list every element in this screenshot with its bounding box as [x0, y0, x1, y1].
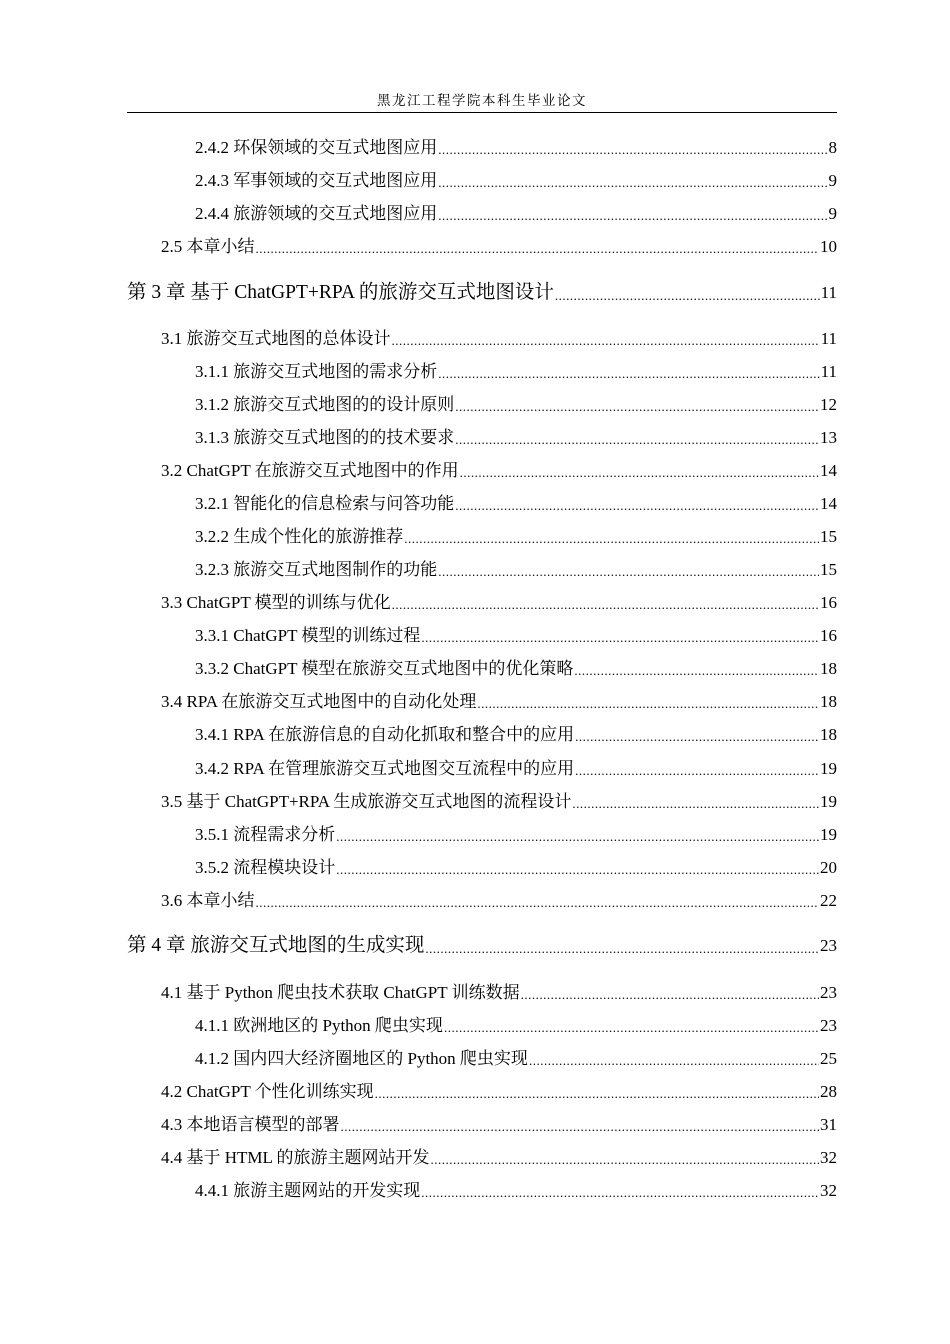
toc-leader-dots	[528, 1052, 819, 1070]
toc-entry[interactable]	[0, 857, 837, 879]
toc-entry[interactable]	[0, 691, 837, 713]
toc-page-number: 10	[820, 237, 837, 256]
toc-entry-title: 第 3 章 基于 ChatGPT+RPA 的旅游交互式地图设计	[127, 282, 554, 303]
toc-entry[interactable]	[0, 361, 837, 383]
toc-leader-dots	[459, 464, 819, 482]
toc-page-number: 20	[820, 858, 837, 877]
toc-entry-title: 3.4 RPA 在旅游交互式地图中的自动化处理	[161, 692, 477, 711]
toc-leader-dots	[437, 174, 827, 192]
toc-entry[interactable]	[0, 460, 837, 482]
toc-entry-title: 3.2 ChatGPT 在旅游交互式地图中的作用	[161, 461, 459, 480]
toc-entry-title: 4.3 本地语言模型的部署	[161, 1115, 340, 1134]
toc-leader-dots	[520, 986, 819, 1004]
toc-page-number: 14	[820, 494, 837, 513]
toc-page-number: 16	[820, 626, 837, 645]
toc-entry-title: 2.4.4 旅游领域的交互式地图应用	[195, 204, 438, 223]
toc-entry-title: 3.5.2 流程模块设计	[195, 858, 336, 877]
toc-page-number: 11	[820, 329, 837, 348]
toc-entry-title: 3.6 本章小结	[161, 891, 255, 910]
toc-entry[interactable]	[0, 658, 837, 680]
toc-page-number: 31	[820, 1115, 837, 1134]
toc-leader-dots	[454, 431, 819, 449]
toc-entry-title: 3.3.1 ChatGPT 模型的训练过程	[195, 626, 421, 645]
toc-leader-dots	[571, 795, 819, 813]
toc-page-number: 15	[820, 560, 837, 579]
toc-entry-title: 4.1 基于 Python 爬虫技术获取 ChatGPT 训练数据	[161, 983, 520, 1002]
toc-entry[interactable]	[0, 1147, 837, 1169]
toc-leader-dots	[554, 286, 820, 306]
toc-leader-dots	[403, 530, 819, 548]
toc-leader-dots	[335, 828, 819, 846]
toc-entry[interactable]	[0, 592, 837, 614]
toc-entry[interactable]	[0, 559, 837, 581]
toc-entry[interactable]	[0, 203, 837, 225]
toc-entry[interactable]	[0, 1114, 837, 1136]
toc-page-number: 14	[820, 461, 837, 480]
toc-page-number: 16	[820, 593, 837, 612]
toc-entry-title: 3.1 旅游交互式地图的总体设计	[161, 329, 391, 348]
toc-entry[interactable]	[0, 625, 837, 647]
toc-entry-title: 3.1.1 旅游交互式地图的需求分析	[195, 362, 438, 381]
toc-page-number: 9	[828, 171, 837, 190]
toc-page-number: 15	[820, 527, 837, 546]
toc-page-number: 23	[820, 983, 837, 1002]
toc-entry[interactable]	[0, 394, 837, 416]
toc-leader-dots	[424, 939, 819, 959]
toc-entry-title: 3.1.2 旅游交互式地图的的设计原则	[195, 395, 455, 414]
toc-entry-title: 4.4.1 旅游主题网站的开发实现	[195, 1181, 421, 1200]
toc-page-number: 18	[820, 692, 837, 711]
toc-leader-dots	[437, 207, 827, 225]
toc-leader-dots	[391, 596, 819, 614]
toc-page-number: 13	[820, 428, 837, 447]
toc-entry-title: 4.1.2 国内四大经济圈地区的 Python 爬虫实现	[195, 1049, 528, 1068]
toc-entry-title: 2.4.2 环保领域的交互式地图应用	[195, 138, 438, 157]
toc-page-number: 32	[820, 1148, 837, 1167]
toc-leader-dots	[437, 141, 827, 159]
toc-leader-dots	[573, 662, 819, 680]
toc-entry[interactable]	[0, 236, 837, 258]
toc-entry[interactable]	[0, 1180, 837, 1202]
toc-page-number: 22	[820, 891, 837, 910]
toc-page-number: 19	[820, 825, 837, 844]
toc-chapter-entry[interactable]	[0, 933, 837, 959]
toc-leader-dots	[443, 1019, 819, 1037]
toc-leader-dots	[430, 1151, 819, 1169]
running-header: 黑龙江工程学院本科生毕业论文	[377, 93, 587, 109]
toc-entry[interactable]	[0, 724, 837, 746]
toc-page-number: 23	[820, 936, 837, 955]
toc-entry-title: 3.2.3 旅游交互式地图制作的功能	[195, 560, 438, 579]
toc-leader-dots	[340, 1118, 820, 1136]
toc-entry-title: 3.4.2 RPA 在管理旅游交互式地图交互流程中的应用	[195, 759, 575, 778]
toc-entry-title: 4.4 基于 HTML 的旅游主题网站开发	[161, 1148, 430, 1167]
toc-page-number: 12	[820, 395, 837, 414]
toc-entry[interactable]	[0, 170, 837, 192]
toc-entry[interactable]	[0, 1048, 837, 1070]
toc-page-number: 32	[820, 1181, 837, 1200]
toc-leader-dots	[391, 332, 820, 350]
toc-page-number: 25	[820, 1049, 837, 1068]
toc-entry[interactable]	[0, 493, 837, 515]
toc-leader-dots	[454, 497, 819, 515]
toc-leader-dots	[574, 728, 819, 746]
toc-entry[interactable]	[0, 824, 837, 846]
toc-entry[interactable]	[0, 1015, 837, 1037]
toc-page-number: 11	[820, 362, 837, 381]
toc-entry-title: 3.4.1 RPA 在旅游信息的自动化抓取和整合中的应用	[195, 725, 575, 744]
toc-entry[interactable]	[0, 982, 837, 1004]
toc-entry[interactable]	[0, 758, 837, 780]
toc-page-number: 8	[828, 138, 837, 157]
toc-entry[interactable]	[0, 427, 837, 449]
toc-leader-dots	[454, 398, 819, 416]
toc-entry-title: 2.5 本章小结	[161, 237, 255, 256]
toc-page-number: 19	[820, 759, 837, 778]
toc-entry-title: 4.1.1 欧洲地区的 Python 爬虫实现	[195, 1016, 443, 1035]
toc-page-number: 28	[820, 1082, 837, 1101]
toc-leader-dots	[335, 861, 819, 879]
toc-leader-dots	[437, 365, 819, 383]
toc-leader-dots	[574, 762, 819, 780]
toc-entry[interactable]	[0, 137, 837, 159]
toc-entry[interactable]	[0, 1081, 837, 1103]
toc-entry-title: 3.3 ChatGPT 模型的训练与优化	[161, 593, 391, 612]
toc-page-number: 18	[820, 659, 837, 678]
toc-leader-dots	[420, 1184, 819, 1202]
toc-page-number: 23	[820, 1016, 837, 1035]
toc-page-number: 18	[820, 725, 837, 744]
toc-entry-title: 3.5.1 流程需求分析	[195, 825, 336, 844]
toc-page-number: 19	[820, 792, 837, 811]
toc-entry[interactable]	[0, 791, 837, 813]
toc-leader-dots	[476, 695, 819, 713]
toc-entry-title: 3.5 基于 ChatGPT+RPA 生成旅游交互式地图的流程设计	[161, 792, 572, 811]
toc-chapter-entry[interactable]	[0, 280, 837, 306]
toc-entry-title: 3.2.2 生成个性化的旅游推荐	[195, 527, 404, 546]
toc-entry-title: 第 4 章 旅游交互式地图的生成实现	[127, 935, 425, 956]
toc-leader-dots	[255, 894, 820, 912]
toc-entry-title: 3.1.3 旅游交互式地图的的技术要求	[195, 428, 455, 447]
toc-leader-dots	[437, 563, 819, 581]
toc-entry-title: 3.2.1 智能化的信息检索与问答功能	[195, 494, 455, 513]
toc-entry-title: 2.4.3 军事领域的交互式地图应用	[195, 171, 438, 190]
toc-leader-dots	[255, 240, 820, 258]
toc-entry[interactable]	[0, 526, 837, 548]
toc-entry[interactable]	[0, 328, 837, 350]
toc-entry-title: 3.3.2 ChatGPT 模型在旅游交互式地图中的优化策略	[195, 659, 574, 678]
toc-entry-title: 4.2 ChatGPT 个性化训练实现	[161, 1082, 374, 1101]
toc-entry[interactable]	[0, 890, 837, 912]
toc-leader-dots	[374, 1085, 819, 1103]
toc-page-number: 9	[828, 204, 837, 223]
toc-leader-dots	[420, 629, 819, 647]
toc-page-number: 11	[820, 283, 837, 302]
